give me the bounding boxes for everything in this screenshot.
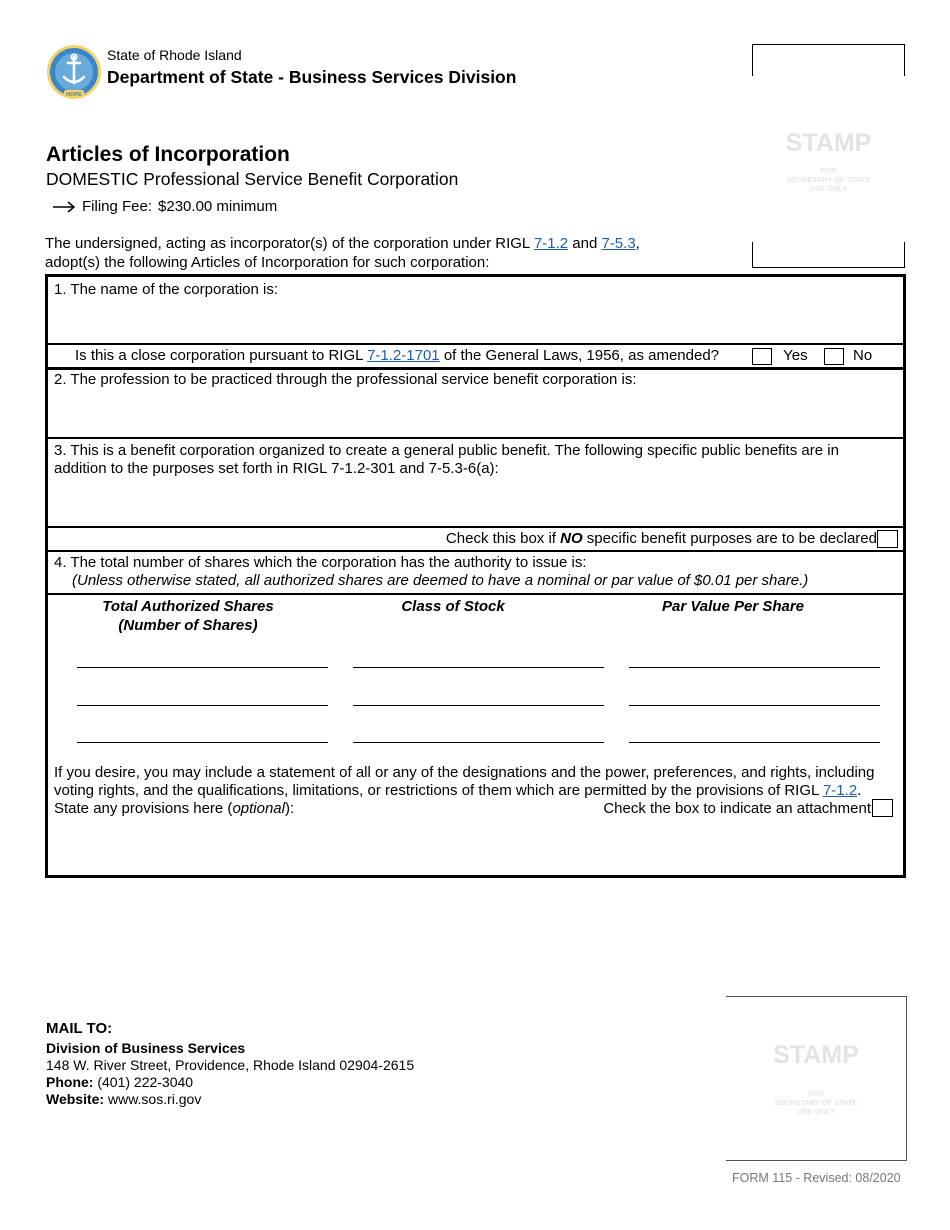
rigl-7-5-3-link[interactable]: 7-5.3: [601, 235, 636, 252]
stamp-sub-3: USE ONLY: [797, 1107, 835, 1116]
provisions-field[interactable]: [52, 821, 898, 871]
anchor-seal-icon: [46, 44, 102, 100]
shares-row3-class[interactable]: [353, 742, 604, 743]
state-seal-logo: [46, 44, 102, 100]
shares-row3-total[interactable]: [77, 742, 328, 743]
form-number: FORM 115 - Revised: 08/2020: [732, 1171, 901, 1185]
stamp-label: STAMP: [785, 129, 872, 157]
par-value-note: (Unless otherwise stated, all authorized shares are deemed to have a nominal or par value of $0.01 per share.): [72, 572, 809, 589]
divider: [48, 343, 903, 345]
section1-label: 1. The name of the corporation is:: [54, 281, 279, 298]
filing-fee: [52, 198, 277, 215]
filing-fee-value: $230.00 minimum: [158, 198, 278, 215]
divider: [48, 550, 903, 552]
col-class-of-stock: Class of Stock: [401, 598, 505, 615]
section4-label: 4. The total number of shares which the corporation has the authority to issue is:: [54, 554, 587, 571]
shares-row2-class[interactable]: [353, 705, 604, 706]
corporation-name-field[interactable]: [52, 301, 898, 341]
stamp-box-top: [752, 44, 905, 268]
col-total-authorized-shares: Total Authorized Shares (Number of Shares): [102, 598, 274, 634]
intro-statement: The undersigned, acting as incorporator(s) of the corporation under RIGL 7-1.2 and 7-5.3, adopt(s) the following Articles of Incorporation for such corporation:: [45, 235, 640, 271]
stamp-sub-2: SECRETARY OF STATE: [786, 175, 871, 184]
svg-text:HOPE: HOPE: [66, 92, 82, 98]
public-benefits-field[interactable]: [52, 480, 898, 524]
mailing-address: 148 W. River Street, Providence, Rhode Island 02904-2615: [46, 1057, 415, 1073]
shares-row2-total[interactable]: [77, 705, 328, 706]
no-label: No: [853, 347, 873, 364]
divider: [48, 437, 903, 439]
stamp-sub-2: SECRETARY OF STATE: [774, 1098, 858, 1107]
close-corp-no-checkbox[interactable]: [824, 348, 844, 365]
no-benefit-purposes-text: Check this box if NO specific benefit purposes are to be declared: [445, 530, 877, 547]
stamp-box-bottom: [726, 996, 907, 1161]
arrow-right-icon: [52, 201, 76, 213]
attachment-label: Check the box to indicate an attachment: [603, 800, 871, 817]
shares-row3-par[interactable]: [629, 742, 880, 743]
division-name: Division of Business Services: [46, 1040, 246, 1056]
department-name: Department of State - Business Services Division: [107, 67, 517, 87]
col-par-value-per-share: Par Value Per Share: [661, 598, 805, 615]
state-name: State of Rhode Island: [107, 47, 242, 63]
shares-row1-par[interactable]: [629, 667, 880, 668]
divider: [48, 593, 903, 595]
website-link[interactable]: www.sos.ri.gov: [107, 1091, 202, 1107]
provisions-text: If you desire, you may include a statement of all or any of the designations and the power, preferences, and rights, including voting rights, and the qualifications, limitations, or restrictions of them which are permitted by the provisions of RIGL 7-1.2. State any provisions here (optional):: [54, 764, 875, 817]
stamp-sub-3: USE ONLY: [809, 184, 848, 193]
attachment-checkbox[interactable]: [872, 799, 893, 817]
rigl-7-1-2-1701-link[interactable]: 7-1.2-1701: [367, 347, 440, 364]
stamp-label: STAMP: [773, 1041, 859, 1069]
rigl-7-1-2-provisions-link[interactable]: 7-1.2: [822, 782, 858, 799]
shares-row1-total[interactable]: [77, 667, 328, 668]
divider: [48, 526, 903, 528]
stamp-sub-1: FOR: [820, 166, 837, 175]
form-subtitle: DOMESTIC Professional Service Benefit Corporation: [46, 169, 459, 189]
articles-form-frame: [45, 274, 906, 878]
shares-row1-class[interactable]: [353, 667, 604, 668]
shares-row2-par[interactable]: [629, 705, 880, 706]
section3-label: 3. This is a benefit corporation organized to create a general public benefit. The following specific public benefits are in addition to the purposes set forth in RIGL 7-1.2-301 and 7-5.3-6(a):: [54, 442, 839, 477]
divider: [48, 367, 903, 370]
website-line: Website: www.sos.ri.gov: [46, 1091, 202, 1107]
rigl-7-1-2-link[interactable]: 7-1.2: [533, 235, 569, 252]
filing-fee-label: Filing Fee:: [82, 198, 153, 215]
no-benefit-purposes-checkbox[interactable]: [877, 530, 898, 548]
stamp-sub-1: FOR: [808, 1089, 824, 1098]
close-corp-yes-checkbox[interactable]: [752, 348, 772, 365]
mail-to-heading: MAIL TO:: [46, 1020, 113, 1037]
yes-label: Yes: [783, 347, 808, 364]
profession-field[interactable]: [52, 391, 898, 435]
section2-label: 2. The profession to be practiced through the professional service benefit corporation is:: [54, 371, 637, 388]
close-corporation-question: Is this a close corporation pursuant to RIGL 7-1.2-1701 of the General Laws, 1956, as amended? Yes No: [75, 347, 873, 364]
form-title: Articles of Incorporation: [46, 143, 290, 166]
phone-line: Phone: (401) 222-3040: [46, 1074, 194, 1090]
mailing-info: [46, 1020, 414, 1108]
